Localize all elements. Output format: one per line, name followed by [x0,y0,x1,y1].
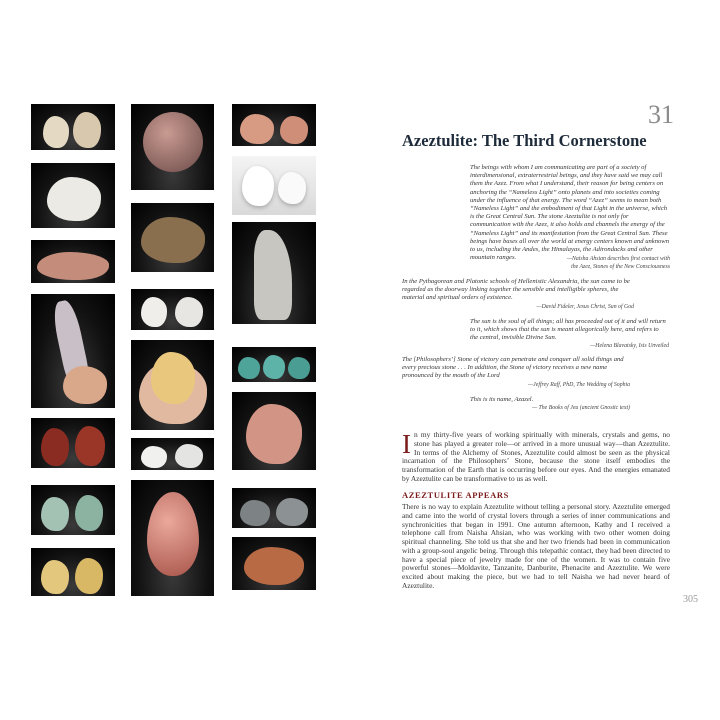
photo-yellow-pair [31,548,115,596]
epigraph-quote-4: The [Philosophers’] Stone of victory can penetrate and conquer all solid things and every precious stone . . . In addition, the Stone of victory receives a new name pronounced by the mouth of the Lord [402,356,624,380]
photo-orange-cluster [232,537,316,590]
page-number: 305 [683,594,698,605]
epigraph-quote-2: In the Pythagorean and Platonic schools of Hellenistic Alexandria, the sun came to be regarded as the doorway linking together the sensible and intelligible spheres, the material and spiritual orders of existence. [402,278,630,302]
photo-teal-trio [232,347,316,382]
photo-white-tumbled [232,156,316,215]
photo-hand-crystal [31,294,115,408]
attribution-line: —Naisha Ahsian describes first contact with [566,256,670,262]
drop-cap: I [402,429,411,459]
photo-white-cluster [31,163,115,228]
photo-smoky-cluster [131,203,214,272]
photo-red-pair [31,418,115,468]
photo-gray-pair [232,488,316,528]
page-title: Azeztulite: The Third Cornerstone [402,131,647,150]
epigraph-attribution-4: —Jeffrey Raff, PhD, The Wedding of Sophia [528,382,630,388]
photo-tall-point [232,222,316,324]
epigraph-attribution-3: —Helena Blavatsky, Isis Unveiled [590,343,669,349]
epigraph-attribution-5: — The Books of Jeu (ancient Gnostic text) [531,405,630,411]
photo-pink-rocks [31,240,115,283]
attribution-line: the Azez, Stones of the New Consciousness [571,263,670,270]
section-paragraph: There is no way to explain Azeztulite without telling a personal story. Azeztulite emerged and came into the world of crystal lovers through a series of inner communications and synchronicities that began in 1991. One autumn afternoon, Kathy and I received a telephone call from Naisha Ahsian, who was working with two other women doing spiritual channeling. She told us that she and her two friends had been in communication with a group-soul angelic being. Through this telepathic contact, they had been directed to have a special piece of jewelry made for one of the women. It was to contain five powerful stones—Moldavite, Tanzanite, Danburite, Phenacite and Azeztulite. We were excited about making the piece, but we had to tell Naisha we had never heard of Azeztulite. [402,502,670,590]
photo-white-pair [131,289,214,330]
photo-green-pair [31,485,115,535]
photo-pink-cluster [232,392,316,470]
epigraph-attribution-2: —David Fideler, Jesus Christ, Sun of God [536,304,634,310]
epigraph-attribution-1 [470,256,670,271]
chapter-number: 31 [648,100,674,129]
epigraph-quote-5: This is its name, Azazel. [470,396,534,403]
photo-egg [131,480,214,596]
photo-white-pair-2 [131,438,214,470]
epigraph-quote-3: The sun is the soul of all things; all has proceeded out of it and will return to it, which shows that the sun is meant allegorically here, and refers to the central, invisible Divine Sun. [470,318,666,342]
section-heading: AZEZTULITE APPEARS [402,490,509,500]
photo-hands-golden [131,340,214,430]
photo-azeztulite-pair [31,104,115,150]
epigraph-quote-1: The beings with whom I am communicating are part of a society of interdimensional, extraterrestrial beings, and they have said we may call them the Azez. From what I understand, their reason for being centers on anchoring the “Nameless Light” onto planets and into societies coming under the influence of that energy. The word “Azez” seems to mean both “Nameless Light” and the embodiment of that Light in the universe, which is the Great Central Sun. The stone Azeztulite is not only for communication with the Azez, it also holds and channels the energy of the “Nameless Light” and its manifestation from the Great Central Sun. These beings have bases all over the world at energy centers known and unknown to us, including the Andes, the Himalayas, the Adirondacks and other mountain ranges. [470,164,669,262]
intro-paragraph [402,431,670,484]
photo-orange-pair [232,104,316,146]
photo-sphere [131,104,214,190]
intro-text: n my thirty-five years of working spiritually with minerals, crystals and gems, no stone has played a greater role—or arrived in a more unusual way—than Azeztulite. In terms of the Alchemy of Stones, Azeztulite could almost be seen as the physical incarnation of the Philosophers’ Stone, because the stone itself embodies the transformation of the Earth that is occurring before our eyes. And the energies emanated by Azeztulite can be transformative to us as well. [402,430,670,483]
